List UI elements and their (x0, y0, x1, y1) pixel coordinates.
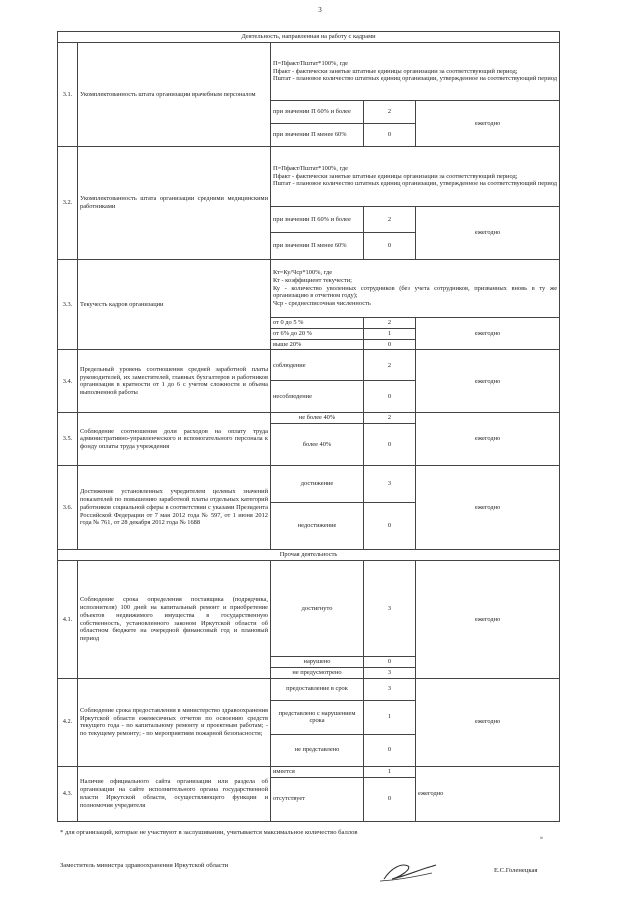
period-text: ежегодно (416, 101, 560, 147)
criterion-score: 0 (364, 339, 416, 350)
indicator-text: Соблюдение срока определения поставщика (подрядчика, исполнителя) 100 дней на капитальный ремонт и приобретение объектов недвижимого имущества в государственную собственность, установленного законом Иркутской области об областном бюджете на очередной финансовый год и плановый период (78, 561, 271, 679)
signatory-name: Е.С.Голенецкая (494, 867, 538, 874)
period-text: ежегодно (416, 678, 560, 766)
criterion-label: достижение (271, 466, 364, 503)
criterion-label: предоставление в срок (271, 678, 364, 700)
handwritten-signature (378, 861, 438, 883)
period-text: ежегодно (416, 466, 560, 550)
criterion-score: 0 (364, 424, 416, 466)
row-number: 3.3. (58, 260, 78, 350)
criterion-score: 1 (364, 328, 416, 339)
criterion-label: представлено с нарушением срока (271, 700, 364, 734)
period-text: ежегодно (416, 207, 560, 260)
criterion-score: 2 (364, 318, 416, 329)
period-text: ежегодно (416, 766, 560, 821)
indicator-text: Укомплектованность штата организации средними медицинскими работниками (78, 147, 271, 260)
formula-line: Пштат - плановое количество штатных единиц организации, утвержденное на соответствующий период (273, 180, 558, 188)
footnote: * для организаций, которые не участвуют в заслушивании, учитывается максимальное количество баллов (60, 829, 358, 836)
criterion-score: 2 (364, 413, 416, 424)
criterion-score: 1 (364, 766, 416, 777)
criterion-label: не предусмотрено (271, 668, 364, 679)
criterion-label: при значении П менее 60% (271, 233, 364, 260)
section-header-personnel: Деятельность, направленная на работу с кадрами (58, 32, 560, 43)
formula-line: П=Пфакт/Пштат*100%, где (273, 164, 348, 172)
indicator-text: Укомплектованность штата организации врачебным персоналом (78, 43, 271, 147)
criterion-score: 0 (364, 381, 416, 413)
period-text: ежегодно (416, 561, 560, 679)
criterion-score: 3 (364, 466, 416, 503)
indicator-text: Соблюдение срока предоставления в министерство здравоохранения Иркутской области ежемесячных отчетов по освоению средств текущего года - по капитальному ремонту и проектным работам; - по текущему ремонту; - по мероприятиям пожарной безопасности; (78, 678, 271, 766)
margin-mark: » (540, 835, 543, 841)
criterion-label: имеется (271, 766, 364, 777)
criterion-score: 3 (364, 678, 416, 700)
signatory-position: Заместитель министра здравоохранения Иркутской области (60, 862, 229, 869)
criterion-score: 0 (364, 777, 416, 821)
formula-block (271, 43, 560, 101)
formula-block (271, 260, 560, 318)
formula-line: Кт - коэффициент текучести; (273, 276, 352, 284)
formula-line: Кт=Ку/Чср*100%, где (273, 268, 333, 276)
page-number: 3 (318, 6, 322, 14)
criterion-label: более 40% (271, 424, 364, 466)
row-number: 4.2. (58, 678, 78, 766)
indicator-text: Наличие официального сайта организации или раздела об организации на сайте исполнительного органа государственной власти Иркутской области, осуществляющего функции и полномочия учредителя (78, 766, 271, 821)
criterion-label: недостижение (271, 503, 364, 550)
formula-line: Чср - среднесписочная численность (273, 300, 371, 308)
criterion-score: 0 (364, 124, 416, 147)
criterion-label: от 0 до 5 % (271, 318, 364, 329)
criterion-score: 0 (364, 734, 416, 766)
indicator-text: Соблюдение соотношения доли расходов на оплату труда административно-управленческого и вспомогательного персонала к фонду оплаты труда учреждения (78, 413, 271, 466)
row-number: 3.4. (58, 350, 78, 413)
section-header-other: Прочая деятельность (58, 550, 560, 561)
formula-block (271, 147, 560, 207)
criterion-score: 3 (364, 561, 416, 657)
period-text: ежегодно (416, 350, 560, 413)
criterion-label: достигнуто (271, 561, 364, 657)
criterion-label: нарушено (271, 657, 364, 668)
criterion-score: 0 (364, 657, 416, 668)
formula-line: Ку - количество уволенных сотрудников (без учета сотрудников, призванных вновь в ту же организацию в отчетном году); (273, 284, 558, 300)
indicator-text: Предельный уровень соотношения средней заработной платы руководителей, их заместителей, главных бухгалтеров и работников организация в кратности от 1 до 6 с учетом сложности и объема выполненной работы (78, 350, 271, 413)
criterion-score: 2 (364, 207, 416, 233)
indicator-text: Текучесть кадров организации (78, 260, 271, 350)
criteria-table (57, 31, 560, 822)
row-number: 4.1. (58, 561, 78, 679)
row-number: 3.1. (58, 43, 78, 147)
criterion-score: 2 (364, 350, 416, 381)
period-text: ежегодно (416, 413, 560, 466)
criterion-label: при значении П 60% и более (271, 207, 364, 233)
criterion-score: 3 (364, 668, 416, 679)
criterion-label: выше 20% (271, 339, 364, 350)
row-number: 3.2. (58, 147, 78, 260)
row-number: 4.3. (58, 766, 78, 821)
row-number: 3.5. (58, 413, 78, 466)
indicator-text: Достижение установленных учредителем целевых значений показателей по повышению заработной платы отдельных категорий работников социальной сферы в соответствии с указами Президента Российской Федерации от 7 мая 2012 года № 597, от 1 июня 2012 года № 761, от 28 декабря 2012 года № 1688 (78, 466, 271, 550)
formula-line: Пфакт - фактически занятые штатные единицы организации за соответствующий период; (273, 172, 518, 180)
criterion-label: при значении П 60% и более (271, 101, 364, 124)
formula-line: Пфакт - фактически занятые штатные единицы организации за соответствующий период; (273, 67, 518, 75)
criterion-label: не представлено (271, 734, 364, 766)
formula-line: П=Пфакт/Пштат*100%, где (273, 59, 348, 67)
criterion-label: несоблюдение (271, 381, 364, 413)
criterion-label: соблюдение (271, 350, 364, 381)
formula-line: Пштат - плановое количество штатных единиц организации, утвержденное на соответствующий период (273, 75, 558, 83)
criterion-label: при значении П менее 60% (271, 124, 364, 147)
criterion-score: 0 (364, 503, 416, 550)
criterion-label: от 6% до 20 % (271, 328, 364, 339)
criterion-label: отсутствует (271, 777, 364, 821)
criterion-label: не более 40% (271, 413, 364, 424)
period-text: ежегодно (416, 318, 560, 350)
criterion-score: 1 (364, 700, 416, 734)
row-number: 3.6. (58, 466, 78, 550)
criterion-score: 2 (364, 101, 416, 124)
criterion-score: 0 (364, 233, 416, 260)
